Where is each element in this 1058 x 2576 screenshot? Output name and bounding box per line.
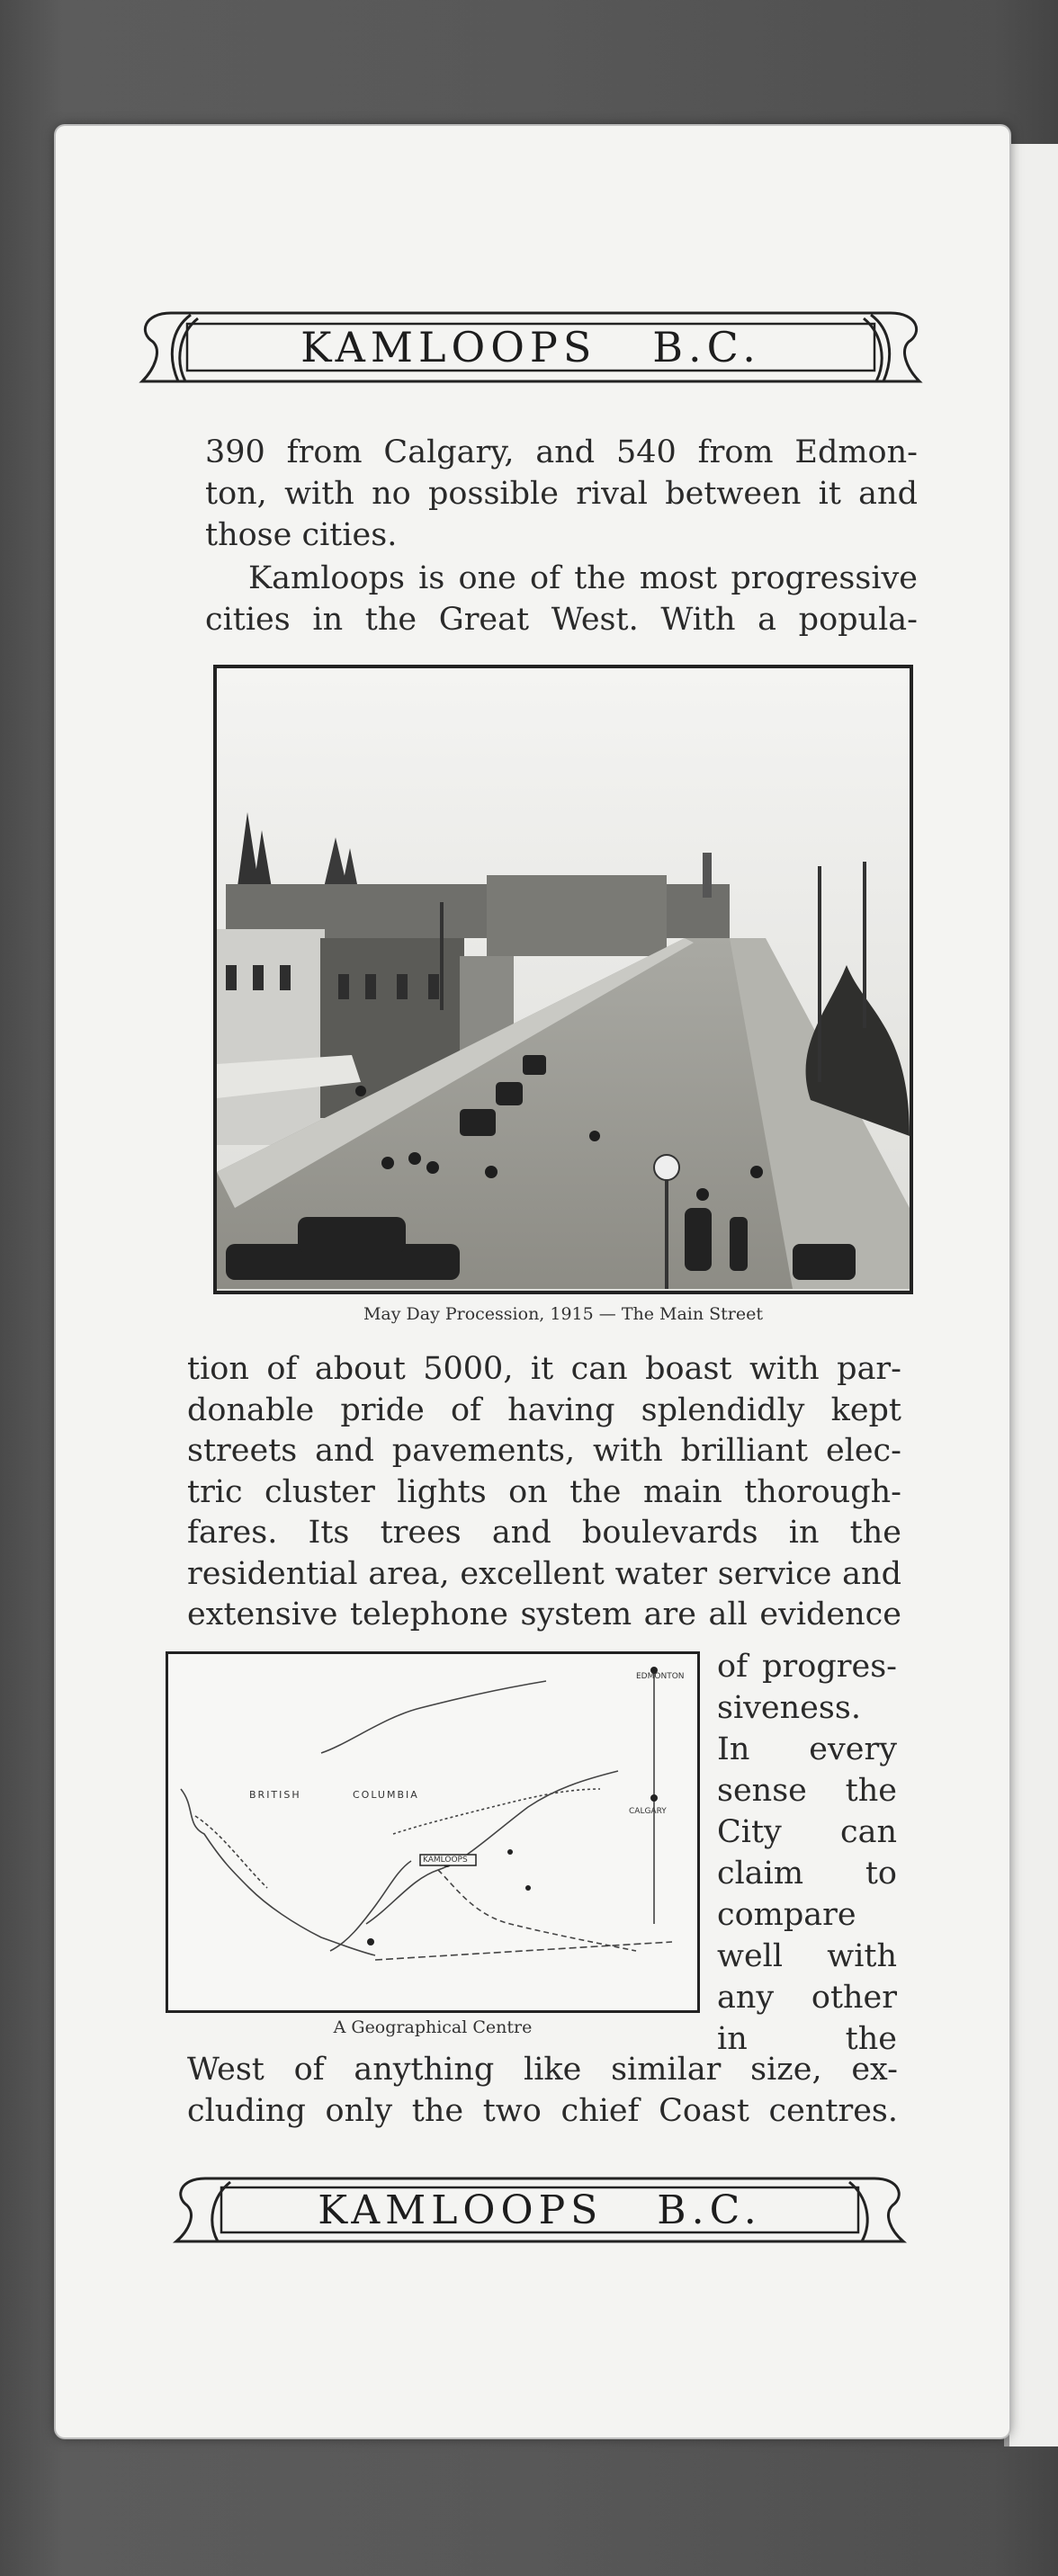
text-line: in the <box>717 2021 897 2057</box>
text-line: In every <box>717 1731 897 1767</box>
text-line: cities in the Great West. With a popula- <box>205 602 918 638</box>
text-line: any other <box>717 1980 897 2016</box>
map-drawing <box>168 1654 697 2010</box>
intro-paragraph <box>205 432 918 556</box>
text-line: well with <box>717 1938 897 1974</box>
paragraph-population <box>187 1349 901 1636</box>
map-label-columbia: COLUMBIA <box>353 1789 419 1801</box>
map-label-calgary: CALGARY <box>629 1807 667 1816</box>
text-line: Kamloops is one of the most progressive <box>248 560 918 596</box>
text-line: donable pride of having splendidly kept <box>187 1391 901 1428</box>
text-line: claim to <box>717 1856 897 1892</box>
text-line: of progres- <box>717 1649 897 1685</box>
closing-paragraph <box>187 2049 898 2132</box>
header-title: KAMLOOPS B.C. <box>300 323 761 371</box>
map-caption: A Geographical Centre <box>333 2017 533 2037</box>
geographic-map <box>166 1651 700 2013</box>
text-line: siveness. <box>717 1690 861 1726</box>
text-line: fares. Its trees and boulevards in the <box>187 1515 901 1551</box>
main-street-photo <box>213 665 913 1294</box>
map-label-kamloops: KAMLOOPS <box>423 1856 468 1865</box>
text-line: sense the <box>717 1773 897 1809</box>
text-line: those cities. <box>205 517 398 553</box>
side-text-column <box>717 1646 897 2060</box>
footer-banner <box>171 2171 909 2249</box>
paragraph-progressive <box>205 558 918 640</box>
next-page-edge <box>1004 144 1058 2446</box>
footer-title: KAMLOOPS B.C. <box>318 2187 762 2233</box>
map-label-edmonton: EDMONTON <box>636 1672 685 1681</box>
text-line: ton, with no possible rival between it and <box>205 476 918 512</box>
text-line: cluding only the two chief Coast centres. <box>187 2093 898 2129</box>
street-scene-image <box>217 668 910 1291</box>
photo-caption: May Day Procession, 1915 — The Main Street <box>363 1304 764 1324</box>
text-line: residential area, excellent water service and <box>187 1555 901 1592</box>
text-line: extensive telephone system are all evidence <box>187 1597 901 1632</box>
text-line: City can <box>717 1814 897 1850</box>
text-line: tric cluster lights on the main thorough- <box>187 1473 901 1510</box>
text-line: streets and pavements, with brilliant elec- <box>187 1433 901 1469</box>
header-banner <box>135 306 927 389</box>
text-line: West of anything like similar size, ex- <box>187 2052 898 2088</box>
text-line: compare <box>717 1897 856 1933</box>
text-line: tion of about 5000, it can boast with par- <box>187 1351 901 1387</box>
text-line: 390 from Calgary, and 540 from Edmon- <box>205 434 918 470</box>
map-label-british: BRITISH <box>249 1789 301 1801</box>
